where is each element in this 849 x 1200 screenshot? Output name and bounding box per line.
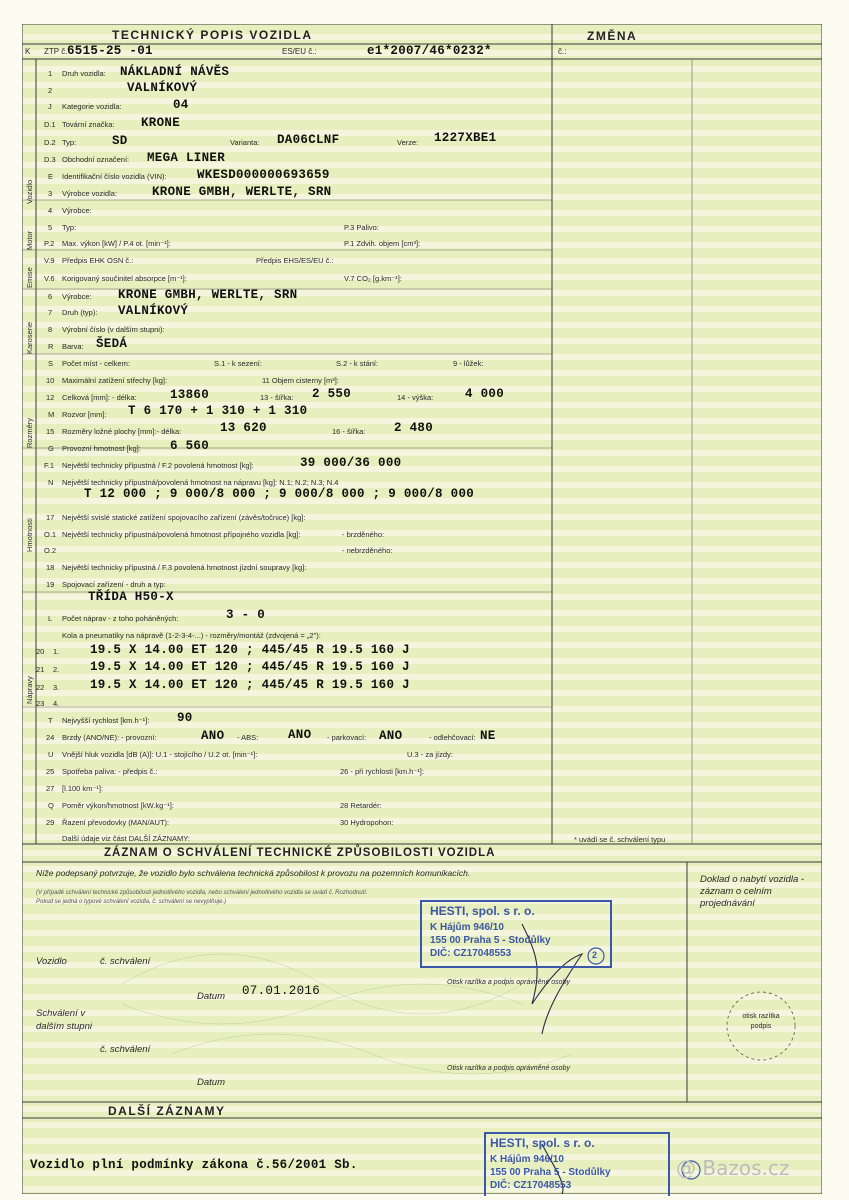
row-25: 25: [46, 767, 55, 776]
approval-datum: Datum: [197, 991, 225, 1002]
label-parkovaci: - parkovací:: [327, 733, 367, 742]
approval-schvaleni-v: Schválení v dalším stupni: [36, 1008, 92, 1032]
stamp2-name: HESTI, spol. s r. o.: [490, 1136, 595, 1150]
approval-otisk: Otisk razítka a podpis oprávněné osoby: [447, 979, 570, 986]
value-vin: WKESD000000693659: [197, 168, 330, 182]
row-o2: O.2: [44, 546, 57, 555]
label-tovarni: Tovární značka:: [62, 120, 115, 129]
label-kategorie: Kategorie vozidla:: [62, 102, 122, 111]
row-f1: F.1: [44, 461, 55, 470]
ztp-label: ZTP č.: [44, 47, 68, 56]
label-uvadi: * uvádí se č. schválení typu: [574, 835, 666, 844]
row-21: 21: [36, 665, 45, 674]
approval-datum-value: 07.01.2016: [242, 984, 321, 998]
value-parkovaci: ANO: [379, 729, 403, 743]
value-vyska: 4 000: [465, 387, 505, 401]
label-celkova: Celková [mm]: - délka:: [62, 393, 137, 402]
row-n4: 4.: [53, 699, 60, 708]
side-karoserie: Karoserie: [25, 321, 34, 354]
value-druh1: NÁKLADNÍ NÁVĚS: [120, 65, 230, 79]
label-rozmery-lozne: Rozměry ložné plochy [mm]:- délka:: [62, 427, 182, 436]
label-pocet-naprav: Počet náprav - z toho poháněných:: [62, 614, 179, 623]
value-druh-kar: VALNÍKOVÝ: [118, 304, 189, 318]
value-lozna-delka: 13 620: [220, 421, 267, 435]
label-vyrobce-motor: Výrobce:: [62, 206, 92, 215]
value-verze: 1227XBE1: [434, 131, 497, 145]
k-label: K: [25, 47, 31, 56]
label-vyrobce-vozidla: Výrobce vozidla:: [62, 189, 118, 198]
value-spojovaci: TŘÍDA H50-X: [88, 590, 174, 604]
label-vyrobni: Výrobní číslo (v dalším stupni):: [62, 325, 165, 334]
side-rozmery: Rozměry: [25, 417, 34, 448]
label-dalsi-udaje: Další údaje viz část DALŠÍ ZÁZNAMY:: [62, 834, 190, 843]
row-29: 29: [46, 818, 55, 827]
approval-text3: Pokud se jedná o typové schválení vozidla, č. schválení se nevyplňuje.): [36, 899, 227, 905]
side-emise: Emise: [25, 267, 34, 288]
row-n: N: [48, 478, 54, 487]
approval-text2: (V případě schválení technické způsobilosti jednotlivého vozidla, nebo schválení jednotlivého vozidla se uvádí č. Rozhodnutí.: [36, 890, 368, 896]
row-n2: 2.: [53, 665, 60, 674]
label-spojovaci: Spojovací zařízení - druh a typ:: [62, 580, 166, 589]
label-barva: Barva:: [62, 342, 84, 351]
label-objem: 11 Objem cisterny [m³]:: [262, 376, 339, 385]
row-12: 12: [46, 393, 55, 402]
row-5: 5: [48, 223, 53, 232]
label-l100: [l.100 km⁻¹]:: [62, 784, 104, 793]
value-pocet-naprav: 3 - 0: [226, 608, 266, 622]
es-label: ES/EU č.:: [282, 47, 317, 56]
row-18: 18: [46, 563, 55, 572]
row-j: J: [48, 102, 52, 111]
row-n1: 1.: [53, 647, 60, 656]
label-pri-rychlosti: 26 - při rychlosti [km.h⁻¹]:: [340, 767, 424, 776]
side-motor: Motor: [25, 230, 34, 250]
label-nebrzdene: - nebrzděného:: [342, 546, 393, 555]
row-15: 15: [46, 427, 55, 436]
stamp-dic: DIČ: CZ17048553: [430, 948, 512, 959]
row-d1: D.1: [44, 120, 56, 129]
row-20: 20: [36, 647, 45, 656]
label-s2: S.2 - k stání:: [336, 359, 379, 368]
side-vozidlo: Vozidlo: [25, 179, 34, 204]
label-spotreba: Spotřeba paliva: - předpis č.:: [62, 767, 158, 776]
value-nejvetsi: 39 000/36 000: [300, 456, 402, 470]
label-jizdni: Největší technicky přípustná / F.3 povolená hmotnost jízdní soupravy [kg]:: [62, 563, 307, 572]
value-barva: ŠEDÁ: [96, 337, 128, 351]
row-19: 19: [46, 580, 55, 589]
stamp2-city: 155 00 Praha 5 - Stodůlky: [490, 1167, 611, 1178]
row-v9: V.9: [44, 256, 55, 265]
row-q: Q: [48, 801, 54, 810]
row-24: 24: [46, 733, 55, 742]
further-text: Vozidlo plní podmínky zákona č.56/2001 Sb.: [30, 1158, 358, 1172]
value-provozni: 6 560: [170, 439, 210, 453]
label-druh-kar: Druh (typ):: [62, 308, 98, 317]
row-22: 22: [36, 683, 45, 692]
label-retarder: 28 Retardér:: [340, 801, 382, 810]
label-verze: Verze:: [397, 138, 419, 147]
label-kola: Kola a pneumatiky na nápravě (1-2-3-4-...) - rozměry/montáž (zdvojená = „2"):: [62, 631, 321, 640]
row-27: 27: [46, 784, 55, 793]
label-pripojne: Největší technicky přípustná/povolená hmotnost přípojného vozidla [kg]:: [62, 530, 301, 539]
label-luzek: 9 - lůžek:: [453, 359, 484, 368]
row-v6: V.6: [44, 274, 55, 283]
es-value: e1*2007/46*0232*: [367, 44, 492, 58]
approval-title: ZÁZNAM O SCHVÁLENÍ TECHNICKÉ ZPŮSOBILOSTI VOZIDLA: [104, 847, 496, 859]
approval-mark-2: 2: [592, 950, 598, 960]
stamp-name: HESTI, spol. s r. o.: [430, 904, 535, 918]
label-zdvih: P.1 Zdvih. objem [cm³]:: [344, 239, 421, 248]
stamp2-dic: DIČ: CZ17048553: [490, 1180, 572, 1191]
label-predpis-ehs: Předpis EHS/ES/EU č.:: [256, 256, 334, 265]
value-vyrobce-vozidla: KRONE GMBH, WERLTE, SRN: [152, 185, 332, 199]
label-u3: U.3 - za jízdy:: [407, 750, 453, 759]
label-palivo: P.3 Palivo:: [344, 223, 379, 232]
value-obchodni: MEGA LINER: [147, 151, 226, 165]
approval-vozidlo: Vozidlo: [36, 956, 67, 967]
row-2: 2: [48, 86, 53, 95]
hesti-stamp-2: [484, 1132, 670, 1196]
label-hluk: Vnější hluk vozidla [dB (A)]: U.1 - stojícího / U.2 ot. [min⁻¹]:: [62, 750, 258, 759]
label-rozvor: Rozvor [mm]:: [62, 410, 107, 419]
value-znacka: KRONE: [141, 116, 181, 130]
form-grid: [22, 24, 822, 1194]
row-6: 6: [48, 292, 53, 301]
page-title: TECHNICKÝ POPIS VOZIDLA: [112, 28, 313, 42]
label-provozni: Provozní hmotnost [kg]:: [62, 444, 141, 453]
label-druh: Druh vozidla:: [62, 69, 106, 78]
value-lozna-sirka: 2 480: [394, 421, 434, 435]
label-hydropohon: 30 Hydropohon:: [340, 818, 394, 827]
bazos-watermark: @ Bazos.cz: [676, 1156, 790, 1180]
stamp-street: K Hájům 946/10: [430, 922, 504, 933]
approval-otisk2: Otisk razítka a podpis oprávněné osoby: [447, 1065, 570, 1072]
row-t: T: [48, 716, 53, 725]
value-vyrobce-kar: KRONE GMBH, WERLTE, SRN: [118, 288, 298, 302]
label-rychlost: Nejvyšší rychlost [km.h⁻¹]:: [62, 716, 150, 725]
approval-c-schvaleni2: č. schválení: [100, 1044, 151, 1055]
row-g: G: [48, 444, 54, 453]
value-kategorie: 04: [173, 98, 189, 112]
row-3: 3: [48, 189, 53, 198]
row-p2: P.2: [44, 239, 55, 248]
label-nejvetsi-f2: Největší technicky přípustná / F.2 povolená hmotnost [kg]:: [62, 461, 254, 470]
row-s: S: [48, 359, 54, 368]
doklad-text: Doklad o nabytí vozidla - záznam o celním projednávání: [700, 874, 805, 909]
label-razeni: Řazení převodovky (MAN/AUT):: [62, 818, 170, 827]
row-1: 1: [48, 69, 53, 78]
label-abs: - ABS:: [237, 733, 259, 742]
value-abs: ANO: [288, 728, 312, 742]
change-title: ZMĚNA: [587, 29, 638, 43]
approval-text1: Níže podepsaný potvrzuje, že vozidlo bylo schválena technická způsobilost k provozu na pozemních komunikacích.: [36, 868, 471, 878]
label-pomer: Poměr výkon/hmotnost [kW.kg⁻¹]:: [62, 801, 174, 810]
value-napravy-hmotnost: T 12 000 ; 9 000/8 000 ; 9 000/8 000 ; 9 000/8 000: [84, 487, 475, 501]
row-4: 4: [48, 206, 53, 215]
label-svisle: Největší svislé statické zatížení spojovacího zařízení (závěs/točnice) [kg]:: [62, 513, 306, 522]
label-brzdy: Brzdy (ANO/NE): - provozní:: [62, 733, 157, 742]
label-typ-motor: Typ:: [62, 223, 77, 232]
side-hmotnosti: Hmotnosti: [25, 518, 34, 552]
label-vyska: 14 - výška:: [397, 393, 434, 402]
value-sirka: 2 550: [312, 387, 352, 401]
row-d2: D.2: [44, 138, 56, 147]
label-typ: Typ:: [62, 138, 77, 147]
label-s1: S.1 - k sezení:: [214, 359, 262, 368]
row-o1: O.1: [44, 530, 57, 539]
row-e: E: [48, 172, 54, 181]
value-kolo3: 19.5 X 14.00 ET 120 ; 445/45 R 19.5 160 J: [90, 678, 410, 692]
value-rychlost: 90: [177, 711, 193, 725]
row-10: 10: [46, 376, 55, 385]
ztp-value: 6515-25 -01: [67, 44, 153, 58]
stamp2-street: K Hájům 946/10: [490, 1154, 564, 1165]
value-druh2: VALNÍKOVÝ: [127, 81, 198, 95]
value-kolo1: 19.5 X 14.00 ET 120 ; 445/45 R 19.5 160 J: [90, 643, 410, 657]
label-korig: Korigovaný součinitel absorpce [m⁻¹]:: [62, 274, 187, 283]
approval-c-schvaleni: č. schválení: [100, 956, 151, 967]
row-23: 23: [36, 699, 45, 708]
stamp-city: 155 00 Praha 5 - Stodůlky: [430, 935, 551, 946]
row-d3: D.3: [44, 155, 56, 164]
value-brzdy-provozni: ANO: [201, 729, 225, 743]
approval-datum2: Datum: [197, 1077, 225, 1088]
label-odlehcovaci: - odlehčovací:: [429, 733, 476, 742]
label-max-vykon: Max. výkon [kW] / P.4 ot. [min⁻¹]:: [62, 239, 171, 248]
value-varianta: DA06CLNF: [277, 133, 340, 147]
change-c-label: č.:: [558, 47, 567, 56]
label-nejvetsi-naprava: Největší technicky přípustná/povolená hmotnost na nápravu [kg]: N.1; N.2; N.3; N.4: [62, 478, 339, 487]
document-sheet: [22, 24, 822, 1194]
row-l: L: [48, 614, 53, 623]
value-odlehcovaci: NE: [480, 729, 496, 743]
value-kolo2: 19.5 X 14.00 ET 120 ; 445/45 R 19.5 160 J: [90, 660, 410, 674]
further-title: DALŠÍ ZÁZNAMY: [108, 1104, 226, 1118]
label-pocet-mist: Počet míst - celkem:: [62, 359, 130, 368]
row-r: R: [48, 342, 54, 351]
row-m: M: [48, 410, 55, 419]
row-n3: 3.: [53, 683, 60, 692]
label-varianta: Varianta:: [230, 138, 260, 147]
value-delka: 13860: [170, 388, 210, 402]
row-7: 7: [48, 308, 53, 317]
row-u: U: [48, 750, 54, 759]
value-typ: SD: [112, 134, 128, 148]
label-vin: Identifikační číslo vozidla (VIN):: [62, 172, 167, 181]
side-napravy: Nápravy: [25, 676, 34, 704]
label-max-zatizeni: Maximální zatížení střechy [kg]:: [62, 376, 168, 385]
hesti-stamp: [420, 900, 612, 968]
label-vyrobce-kar: Výrobce:: [62, 292, 92, 301]
row-8: 8: [48, 325, 53, 334]
row-17: 17: [46, 513, 55, 522]
stamp-circle-text: otisk razítka podpis: [742, 1013, 780, 1030]
label-obchodni: Obchodní označení:: [62, 155, 130, 164]
value-rozvor: T 6 170 + 1 310 + 1 310: [128, 404, 308, 418]
label-predpis-osn: Předpis EHK OSN č.:: [62, 256, 134, 265]
label-sirka: 13 - šířka:: [260, 393, 294, 402]
label-sirka16: 16 - šířka:: [332, 427, 366, 436]
label-co2: V.7 CO₂ [g.km⁻¹]:: [344, 274, 402, 283]
label-brzdene: - brzděného:: [342, 530, 385, 539]
